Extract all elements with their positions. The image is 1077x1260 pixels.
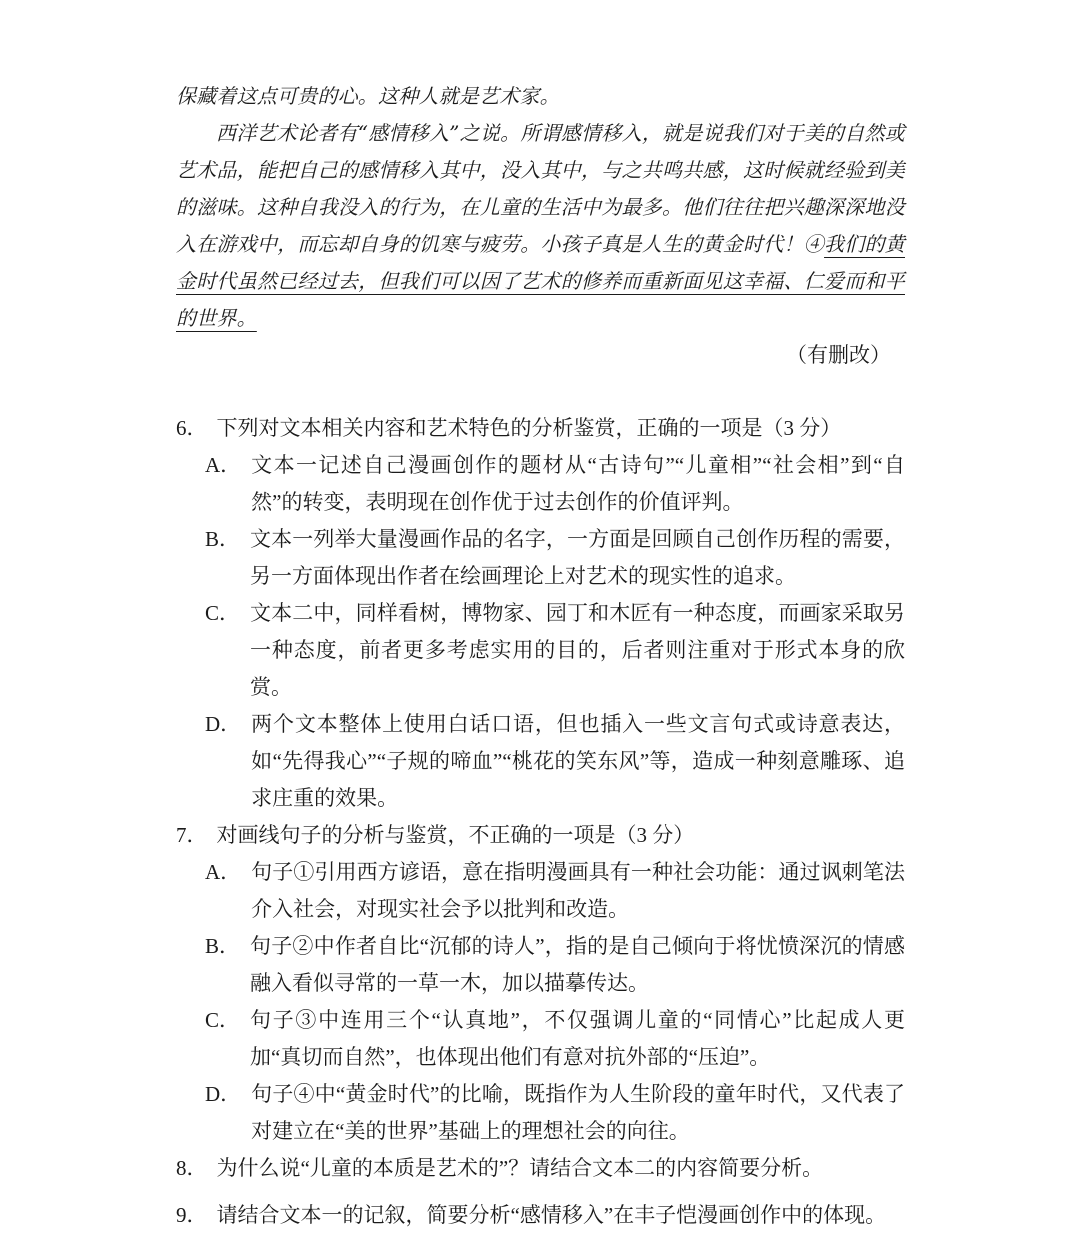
passage-paragraph-2-text: 西洋艺术论者有“感情移入”之说。所谓感情移入，就是说我们对于美的自然或艺术品，能把自己的感情移入其中，没入其中，与之共鸣共感，这时候就经验到美的滋味。这种自我没入的行为，在儿童的生活中为最多。他们往往把兴趣深深地没入在游戏中，而忘却自身的饥寒与疲劳。小孩子真是人生的黄金时代！ <box>176 121 905 256</box>
option-text: 文本一列举大量漫画作品的名字，一方面是回顾自己创作历程的需要，另一方面体现出作者在绘画理论上对艺术的现实性的追求。 <box>250 527 905 588</box>
question-7-option-C <box>176 1002 905 1076</box>
question-number: 7． <box>176 823 208 847</box>
question-6-option-B <box>176 521 905 595</box>
option-label: A． <box>205 453 242 477</box>
questions-section <box>176 410 905 1234</box>
underlined-sentence-4: 我们的黄金时代虽然已经过去，但我们可以因了艺术的修养而重新面见这幸福、仁爱而和平的世界。 <box>176 232 905 330</box>
option-label: B． <box>205 934 241 958</box>
question-8 <box>176 1150 905 1187</box>
option-label: C． <box>205 601 241 625</box>
passage-section <box>176 78 905 337</box>
question-7-option-D <box>176 1076 905 1150</box>
option-text: 句子③中连用三个“认真地”，不仅强调儿童的“同情心”比起成人更加“真切而自然”，也体现出他们有意对抗外部的“压迫”。 <box>250 1008 905 1069</box>
option-label: C． <box>205 1008 241 1032</box>
option-text: 文本二中，同样看树，博物家、园丁和木匠有一种态度，而画家采取另一种态度，前者更多考虑实用的目的，后者则注重对于形式本身的欣赏。 <box>250 601 905 699</box>
option-label: A． <box>205 860 242 884</box>
passage-paragraph-2 <box>176 115 905 337</box>
option-text: 两个文本整体上使用白话口语，但也插入一些文言句式或诗意表达，如“先得我心”“子规的啼血”“桃花的笑东风”等，造成一种刻意雕琢、追求庄重的效果。 <box>251 712 905 810</box>
question-7-option-A <box>176 854 905 928</box>
circled-4-marker: ④ <box>803 232 825 256</box>
question-7 <box>176 817 905 1150</box>
question-stem: 下列对文本相关内容和艺术特色的分析鉴赏，正确的一项是（3 分） <box>216 416 842 440</box>
question-8-stem-row <box>176 1150 905 1187</box>
passage-paragraph-1: 保藏着这点可贵的心。这种人就是艺术家。 <box>176 84 560 108</box>
question-6-stem-row <box>176 410 905 447</box>
question-6-option-A <box>176 447 905 521</box>
question-stem: 为什么说“儿童的本质是艺术的”？请结合文本二的内容简要分析。 <box>216 1156 824 1180</box>
question-9-stem-row <box>176 1197 905 1234</box>
question-6 <box>176 410 905 817</box>
question-number: 8． <box>176 1156 208 1180</box>
question-stem: 对画线句子的分析与鉴赏，不正确的一项是（3 分） <box>216 823 695 847</box>
attribution-note: （有删改） <box>786 343 891 367</box>
question-9 <box>176 1197 905 1234</box>
option-text: 文本一记述自己漫画创作的题材从“古诗句”“儿童相”“社会相”到“自然”的转变，表明现在创作优于过去创作的价值评判。 <box>251 453 905 514</box>
option-text: 句子①引用西方谚语，意在指明漫画具有一种社会功能：通过讽刺笔法介入社会，对现实社会予以批判和改造。 <box>251 860 905 921</box>
question-7-stem-row <box>176 817 905 854</box>
question-7-option-B <box>176 928 905 1002</box>
option-text: 句子④中“黄金时代”的比喻，既指作为人生阶段的童年时代，又代表了对建立在“美的世界”基础上的理想社会的向往。 <box>251 1082 905 1143</box>
question-6-option-C <box>176 595 905 706</box>
question-number: 9． <box>176 1203 208 1227</box>
question-number: 6． <box>176 416 208 440</box>
option-text: 句子②中作者自比“沉郁的诗人”，指的是自己倾向于将忧愤深沉的情感融入看似寻常的一草一木，加以描摹传达。 <box>250 934 905 995</box>
option-label: D． <box>205 712 242 736</box>
question-stem: 请结合文本一的记叙，简要分析“感情移入”在丰子恺漫画创作中的体现。 <box>216 1203 887 1227</box>
option-label: B． <box>205 527 241 551</box>
option-label: D． <box>205 1082 242 1106</box>
question-6-option-D <box>176 706 905 817</box>
